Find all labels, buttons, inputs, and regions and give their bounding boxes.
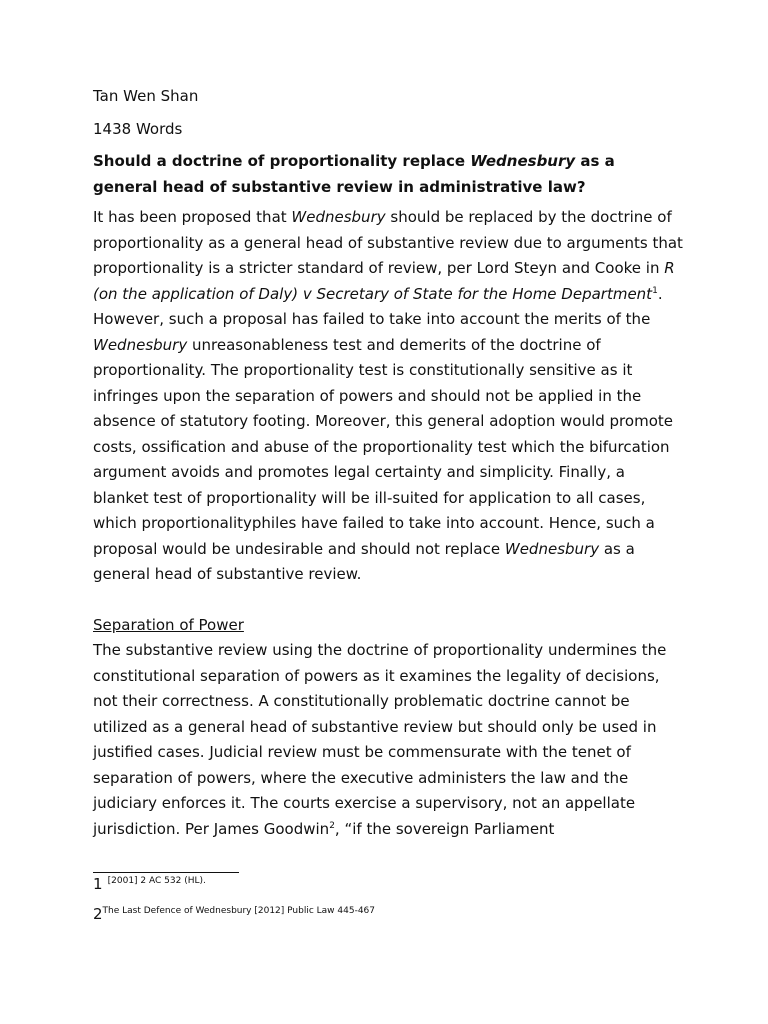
paragraph-spacer (93, 588, 683, 613)
footnote-text: The Last Defence of Wednesbury [2012] Public Law 445-467 (102, 906, 376, 916)
footnote-separator (93, 872, 239, 873)
intro-text: unreasonableness test and demerits of the doctrine of proportionality. The proportionality test is constitutionally sensitive as it infringes upon the separation of powers and should not be applied in the absence of statutory footing. Moreover, this general adoption would promote costs, ossification and abuse of the proportionality test which the bifurcation argument avoids and promotes legal certainty and simplicity. Finally, a blanket test of proportionality will be ill-suited for application to all cases, which proportionalityphiles have failed to take into account. Hence, such a proposal would be undesirable and should not replace (93, 335, 673, 558)
section-paragraph (93, 638, 683, 842)
case-name: Wednesbury (93, 335, 188, 354)
document-body (93, 84, 683, 842)
footnote-ref[interactable]: 1 (652, 285, 658, 296)
title-text: Should a doctrine of proportionality replace (93, 152, 471, 170)
intro-paragraph (93, 205, 683, 588)
intro-text: should be replaced by the doctrine of proportionality as a general head of substantive review due to arguments that proportionality is a stricter standard of review, per Lord Steyn and Cooke in (93, 208, 683, 277)
title-italic: Wednesbury (470, 152, 576, 170)
title-text: as a general head of substantive review in administrative law? (93, 152, 615, 196)
case-citation: R (on the application of Daly) v Secretary of State for the Home Department (93, 259, 675, 303)
footnote-2 (93, 904, 375, 923)
footnote-text: [2001] 2 AC 532 (HL). (107, 876, 206, 886)
section-text: The substantive review using the doctrine of proportionality undermines the constitutional separation of powers as it examines the legality of decisions, not their correctness. A constitutionally problematic doctrine cannot be utilized as a general head of substantive review but should only be used in justified cases. Judicial review must be commensurate with the tenet of separation of powers, where the executive administers the law and the judiciary enforces it. The courts exercise a supervisory, not an appellate jurisdiction. Per James Goodwin (93, 641, 667, 838)
footnote-1 (93, 874, 206, 893)
section-text: , “if the sovereign Parliament (334, 819, 555, 838)
footnote-ref[interactable]: 2 (329, 820, 335, 831)
footnote-number: 2 (93, 905, 103, 923)
intro-text: as a general head of substantive review. (93, 539, 635, 583)
section-heading: Separation of Power (93, 615, 244, 634)
essay-title (93, 149, 683, 200)
footnote-number: 1 (93, 875, 103, 893)
case-name: Wednesbury (291, 208, 386, 226)
word-count: 1438 Words (93, 119, 183, 138)
intro-text: It has been proposed that (93, 208, 292, 226)
author-name: Tan Wen Shan (93, 87, 199, 105)
case-name: Wednesbury (504, 539, 600, 558)
intro-text: . However, such a proposal has failed to take into account the merits of the (93, 284, 663, 328)
